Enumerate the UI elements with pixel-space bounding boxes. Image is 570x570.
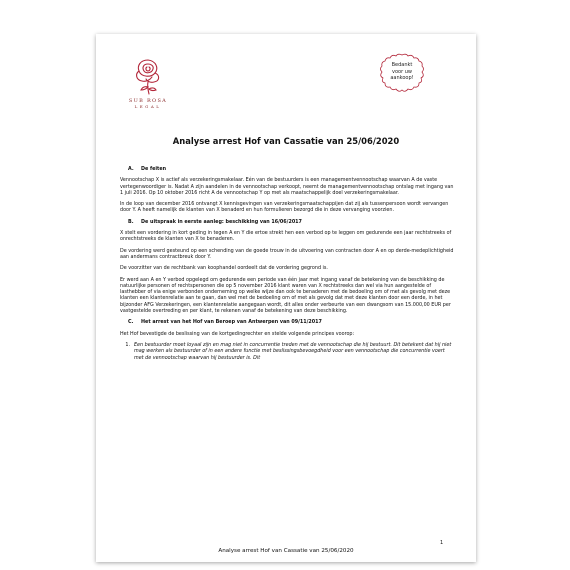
section-title: De uitspraak in eerste aanleg: beschikking van 16/06/2017 bbox=[141, 218, 302, 225]
badge-line: aankoop! bbox=[390, 75, 414, 81]
sub-rosa-logo bbox=[120, 56, 176, 109]
paragraph: In de loop van december 2016 ontvangt X kennisgevingen van verzekeringsmaatschappijen dat zij als tussenpersoon wordt vervangen door Y. A heeft namelijk de klanten van X benaderd en hun formulieren bezorgd die in deze vervanging voorzien. bbox=[120, 201, 449, 214]
section-title: Het arrest van het Hof van Beroep van Antwerpen van 09/11/2017 bbox=[141, 319, 322, 326]
document-page bbox=[96, 34, 476, 562]
logo-name: SUB ROSA bbox=[128, 98, 168, 104]
badge-text bbox=[379, 62, 425, 82]
paragraph: De vordering werd gesteund op een schending van de goede trouw in de uitvoering van contracten door A en op derde-medeplichtigheid aan andermans contractbreuk door Y. bbox=[120, 247, 454, 260]
principles-list bbox=[120, 342, 455, 361]
section-heading-c bbox=[128, 319, 455, 325]
badge-line: Bedankt bbox=[391, 62, 413, 68]
badge-line: voor uw bbox=[392, 68, 412, 75]
list-item bbox=[120, 342, 455, 361]
paragraph: Het Hof bevestigde de beslissing van de kortgedingrechter en stelde volgende principes voorop: bbox=[120, 330, 355, 337]
page-number: 1 bbox=[440, 540, 444, 546]
paragraph: X stelt een vordering in kort geding in tegen A en Y die ertoe strekt hen een verbod op te leggen om gedurende een jaar rechtstreeks of onrechtstreeks de klanten van X te benaderen. bbox=[120, 230, 452, 243]
paragraph: Vennootschap X is actief als verzekeringsmakelaar. Eén van de bestuurders is een managementvennootschap waarvan A de vaste vertegenwoordiger is. Nadat A zijn aandelen in de vennootschap verkoopt, neemt de managementvennootschap ontslag met ingang van 1 juli 2016. Op 10 oktober 2016 richt A de vennootschap Y op met als maatschappelijk doel verzekeringsmakelaar. bbox=[120, 177, 454, 196]
document-title: Analyse arrest Hof van Cassatie van 25/06/2020 bbox=[172, 136, 400, 146]
list-item-text: Een bestuurder moet loyaal zijn en mag niet in concurrentie treden met de vennootschap die hij bestuurt. Dit betekent dat hij niet mag werken als bestuurder of in een andere functie met beslissingsbevoegdheid voor een vennootschap die concurrentie voert met de vennootschap waarvan hij bestuurder is. Dit bbox=[134, 341, 452, 361]
rose-icon bbox=[131, 56, 165, 96]
paragraph: De voorzitter van de rechtbank van koophandel oordeelt dat de vordering gegrond is. bbox=[120, 265, 328, 272]
section-title: De feiten bbox=[141, 166, 167, 172]
section-letter: C. bbox=[128, 319, 134, 326]
document-body bbox=[120, 166, 455, 361]
thank-you-badge bbox=[379, 53, 425, 93]
section-letter: B. bbox=[128, 218, 134, 225]
list-item-number: 1. bbox=[125, 341, 130, 348]
paragraph: Er werd aan A en Y verbod opgelegd om gedurende een periode van één jaar met ingang vanaf de betekening van de beschikking de natuurlijke personen of rechtspersonen die op 5 november 2016 klant waren van X rechtstreeks dan wel via hun aangestelde of lasthebber of via enige verbonden onderneming op welke wijze dan ook te benaderen met de bedoeling om of met als gevolg met deze klanten een klantenrelatie aan te gaan, dan wel met de bedoeling om of met als gevolg dat met deze klanten door een derde, in het bijzonder AFG Verzekeringen, een klantenrelatie aangegaan wordt, dit alles onder verbeurte van een dwangsom van 15.000,00 EUR per vastgestelde overtreding en per klant, te rekenen vanaf de betekening van deze beschikking. bbox=[120, 276, 451, 315]
section-heading-a bbox=[128, 166, 455, 172]
section-letter: A. bbox=[128, 166, 134, 172]
section-heading-b bbox=[128, 219, 455, 225]
logo-subtitle: LEGAL bbox=[134, 104, 162, 109]
page-footer: Analyse arrest Hof van Cassatie van 25/06/2020 bbox=[218, 548, 354, 554]
